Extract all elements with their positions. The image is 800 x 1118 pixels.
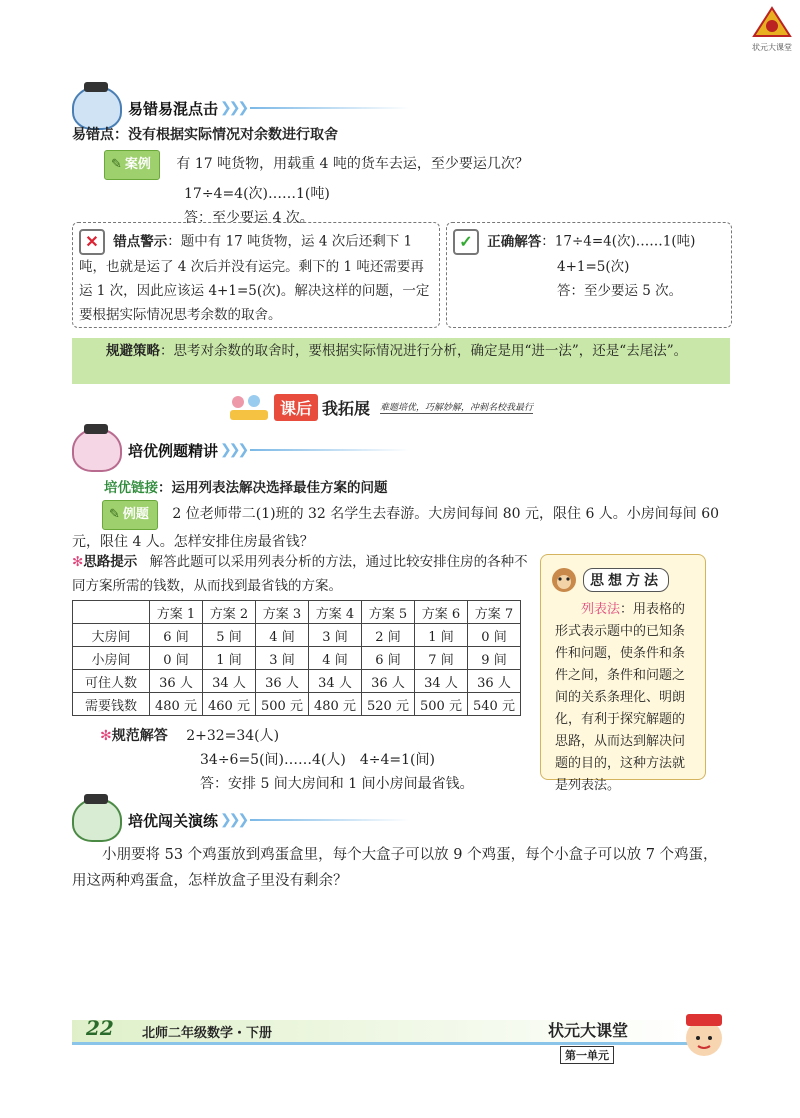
table-row [73,670,521,693]
table-cell [73,601,150,624]
table-cell: 500 元 [415,693,468,716]
correct-line1: ：17÷4=4(次)……1(吨) [541,233,696,250]
strategy-label: 规避策略 [106,343,160,359]
case-question: 有 17 吨货物，用载重 4 吨的货车去运，至少要运几次？ [176,156,529,172]
solution-line3: 答：安排 5 间大房间和 1 间小房间最省钱。 [200,776,474,792]
book-title: 北师二年级数学・下册 [142,1026,273,1041]
banner-word1: 课后 [274,394,318,421]
solution-line1: 2+32=34(人) [186,728,280,744]
table-cell: 5 间 [203,624,256,647]
chevron-right-icon: ❯❯❯ [220,442,247,458]
table-row-header: 小房间 [73,647,150,670]
table-row [73,624,521,647]
solution-line2: 34÷6=5(间)……4(人) 4÷4=1(间) [200,752,435,768]
table-header-cell: 方案 4 [309,601,362,624]
example-block [72,500,732,554]
error-point-text: ：没有根据实际情况对余数进行取舍 [114,127,338,143]
table-cell: 36 人 [362,670,415,693]
practice-exercise: 小朋要将 53 个鸡蛋放到鸡蛋盒里，每个大盒子可以放 9 个鸡蛋，每个小盒子可以放 7 个鸡蛋，用这两种鸡蛋盒，怎样放盒子里没有剩余？ [72,847,718,889]
method-header [547,565,693,595]
case-calc: 17÷4=4(次)……1(吨) [184,186,330,202]
section-title: 易错易混点击 [128,99,219,118]
unit-label: 第一单元 [560,1046,614,1064]
table-cell: 36 人 [468,670,521,693]
thinking-method-box [540,554,706,793]
table-cell: 500 元 [256,693,309,716]
table-header-cell: 方案 7 [468,601,521,624]
solution-label: 规范解答 [111,728,168,744]
table-cell: 460 元 [203,693,256,716]
table-cell: 540 元 [468,693,521,716]
table-header-cell: 方案 5 [362,601,415,624]
error-warning-label: 错点警示 [113,233,168,250]
chevron-right-icon: ❯❯❯ [220,812,247,828]
correct-line3: 答：至少要运 5 次。 [557,283,683,299]
table-cell: 1 间 [415,624,468,647]
table-cell: 1 间 [203,647,256,670]
table-cell: 6 间 [362,647,415,670]
pencil-icon: ✎ [111,157,122,172]
table-cell: 34 人 [203,670,256,693]
after-class-banner [228,392,533,422]
doctor-mascot-icon [72,798,122,842]
pencil-icon: ✎ [109,507,120,522]
table-cell: 3 间 [256,647,309,670]
solution-block [100,724,474,796]
table-cell: 9 间 [468,647,521,670]
table-cell: 36 人 [150,670,203,693]
banner-word2: 我拓展 [322,398,371,418]
case-tag: ✎ 案例 [104,150,160,180]
section-title: 培优闯关演练 [128,811,219,830]
table-header-cell: 方案 1 [150,601,203,624]
section-title: 培优例题精讲 [128,441,219,460]
table-cell: 3 间 [309,624,362,647]
correct-line2: 4+1=5(次) [557,259,630,275]
students-icon [228,392,272,422]
correct-answer-box [446,222,732,328]
strategy-bar [72,338,730,384]
table-cell: 520 元 [362,693,415,716]
corner-logo [748,6,796,53]
hint-text: 解答此题可以采用列表分析的方法，通过比较安排住房的各种不同方案所需的钱数，从而找到最省钱的方案。 [72,554,528,594]
section-header-examples [72,428,410,472]
page-number: 22 [86,1016,114,1040]
hint-block [72,550,532,598]
table-row-header: 可住人数 [73,670,150,693]
table-row-header: 大房间 [73,624,150,647]
error-point-label: 易错点 [72,127,114,143]
monkey-icon [547,565,581,595]
method-text: ：用表格的形式表示题中的已知条件和问题，使条件和条件之间，条件和问题之间的关系条理化、明朗化，有利于探究解题的思路，从而达到解决问题的目的，这种方法就是列表法。 [555,602,686,793]
table-header-cell: 方案 6 [415,601,468,624]
error-point [72,124,338,144]
table-cell: 36 人 [256,670,309,693]
case-answer: 答：至少要运 4 次。 [184,210,314,226]
table-cell: 480 元 [150,693,203,716]
flower-icon: ✻ [72,554,84,570]
plan-table [72,600,521,716]
table-cell: 4 间 [256,624,309,647]
table-cell: 34 人 [309,670,362,693]
table-cell: 480 元 [309,693,362,716]
method-title: 思想方法 [583,568,669,592]
check-icon: ✓ [453,229,479,255]
banner-slogan: 难题培优，巧解妙解，冲刺名校我最行 [380,400,533,414]
cross-icon: ✕ [79,229,105,255]
flower-icon: ✻ [100,728,112,744]
method-term: 列表法 [581,602,621,617]
table-cell: 4 间 [309,647,362,670]
hint-label: 思路提示 [83,554,138,570]
table-cell: 34 人 [415,670,468,693]
girl-mascot-icon [72,428,122,472]
method-body [555,599,693,797]
error-warning-box [72,222,440,328]
table-row-header: 需要钱数 [73,693,150,716]
advanced-link-label: 培优链接 [104,480,158,496]
corner-logo-text: 状元大课堂 [752,43,792,52]
table-row [73,601,521,624]
strategy-text: ：思考对余数的取舍时，要根据实际情况进行分析，确定是用“进一法”，还是“去尾法”。 [160,343,688,359]
logo-triangle-icon [752,6,792,38]
table-cell: 6 间 [150,624,203,647]
chevron-right-icon: ❯❯❯ [220,100,247,116]
error-warning-text: ：题中有 17 吨货物，运 4 次后还剩下 1 吨，也就是运了 4 次后并没有运完。剩下的 1 吨还需要再运 1 次，因此应该运 4+1=5(次)。解决这样的问题，一定要根据实际情况思考余数的取舍。 [79,233,430,323]
example-tag: ✎ 例题 [102,500,158,530]
brand: 状元大课堂 [548,1021,629,1040]
section-header-practice [72,798,410,842]
advanced-link-text: ：运用列表法解决选择最佳方案的问题 [158,480,388,496]
advanced-link [104,476,388,496]
table-row [73,693,521,716]
table-cell: 0 间 [150,647,203,670]
correct-label: 正确解答 [487,233,542,250]
example-text: 2 位老师带二(1)班的 32 名学生去春游。大房间每间 80 元，限住 6 人。小房间每间 60 元，限住 4 人。怎样安排住房最省钱？ [72,506,720,550]
scholar-mascot-icon [674,1004,734,1064]
table-cell: 7 间 [415,647,468,670]
table-cell: 2 间 [362,624,415,647]
table-row [73,647,521,670]
footer [72,1012,732,1072]
table-cell: 0 间 [468,624,521,647]
table-header-cell: 方案 3 [256,601,309,624]
case-block [104,150,744,230]
table-header-cell: 方案 2 [203,601,256,624]
